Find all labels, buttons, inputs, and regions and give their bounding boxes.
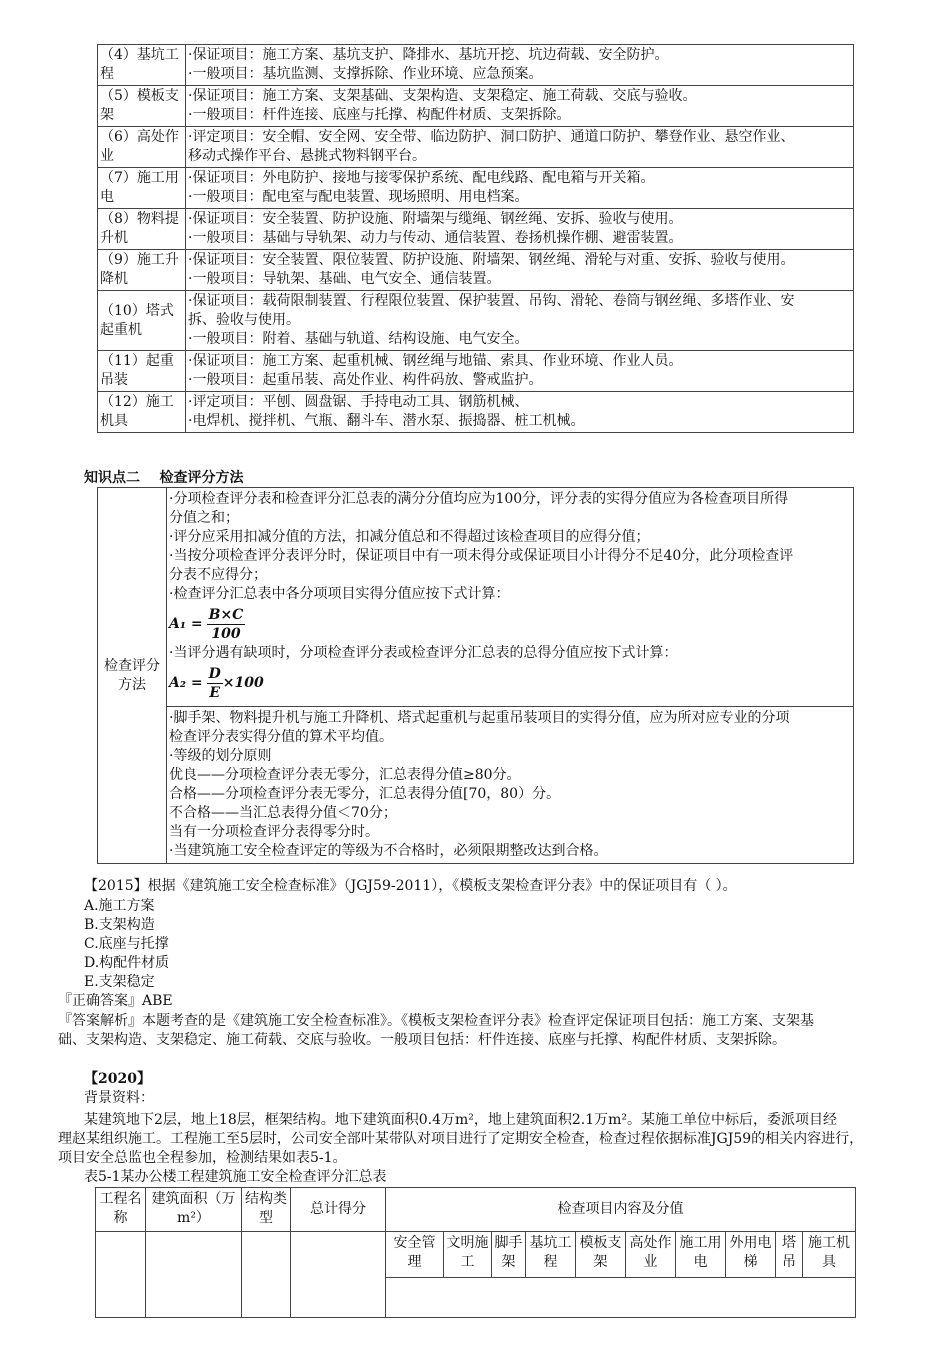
row-label: （12）施工机具 (98, 392, 186, 433)
content-line: ·一般项目：杆件连接、底座与托撑、构配件材质、支架拆除。 (188, 107, 571, 123)
row-label: （9）施工升降机 (98, 250, 186, 291)
content-line: ·一般项目：基础与导轨架、动力与传动、通信装置、卷扬机操作棚、避雷装置。 (188, 230, 683, 246)
safety-score-summary-table (95, 1187, 856, 1318)
scoring-rules-block (167, 488, 854, 707)
table-row (98, 291, 854, 351)
scoring-method-table (97, 487, 854, 864)
inspection-items-table (97, 44, 854, 433)
content-line: ·保证项目：载荷限制装置、行程限位装置、保护装置、吊钩、滑轮、卷筒与钢丝绳、多塔作业、安 (188, 293, 795, 309)
item-header: 施工机具 (803, 1232, 856, 1278)
rule-line: 合格——分项检查评分表无零分，汇总表得分值[70，80）分。 (169, 786, 561, 802)
row-label: （10）塔式起重机 (98, 291, 186, 351)
header-total-score: 总计得分 (291, 1188, 386, 1232)
row-content (186, 392, 854, 433)
content-line: ·保证项目：安全装置、限位装置、防护设施、附墙架、钢丝绳、滑轮与对重、安拆、验收与使用。 (188, 252, 795, 268)
numerator: B×C (208, 606, 244, 623)
answer-analysis: 『答案解析』本题考查的是《建筑施工安全检查标准》。《模板支架检查评分表》检查评定保证项目包括：施工方案、支架基 (58, 1013, 814, 1029)
content-line: ·评定项目：平刨、圆盘锯、手持电动工具、钢筋机械、 (188, 394, 529, 410)
content-line: ·一般项目：起重吊装、高处作业、构件码放、警戒监护。 (188, 372, 543, 388)
content-line: ·一般项目：基坑监测、支撑拆除、作业环境、应急预案。 (188, 66, 543, 82)
rule-line: 检查评分表实得分值的算术平均值。 (169, 729, 393, 745)
row-label: （11）起重吊装 (98, 351, 186, 392)
item-header: 塔吊 (776, 1232, 803, 1278)
row-label: （6）高处作业 (98, 127, 186, 168)
rule-line: ·当建筑施工安全检查评定的等级为不合格时，必须限期整改达到合格。 (169, 843, 608, 859)
table-row (98, 250, 854, 291)
rule-line: ·检查评分汇总表中各分项项目实得分值应按下式计算： (169, 586, 510, 602)
table-row (98, 392, 854, 433)
rule-line: ·分项检查评分表和检查评分汇总表的满分分值均应为100分，评分表的实得分值应为各检查项目所得 (169, 491, 789, 507)
item-header: 高处作业 (626, 1232, 676, 1278)
item-header: 脚手架 (492, 1232, 526, 1278)
fraction (207, 606, 246, 643)
header-check-items: 检查项目内容及分值 (386, 1188, 856, 1232)
formula-tail: ×100 (222, 674, 264, 691)
table-row (98, 488, 854, 707)
row-label: 检查评分方法 (98, 488, 167, 864)
fraction (207, 665, 223, 702)
option-b: B.支架构造 (84, 917, 155, 933)
rule-line: ·等级的划分原则 (169, 748, 272, 764)
answer-analysis: 础、支架构造、支架稳定、施工荷载、交底与验收。一般项目包括：杆件连接、底座与托撑、构配件材质、支架拆除。 (58, 1032, 786, 1048)
row-content (186, 291, 854, 351)
content-line: ·一般项目：配电室与配电装置、现场照明、用电档案。 (188, 189, 529, 205)
content-line: ·保证项目：施工方案、基坑支护、降排水、基坑开挖、坑边荷载、安全防护。 (188, 47, 669, 63)
formula-a2 (169, 663, 851, 703)
rule-line: ·当评分遇有缺项时，分项检查评分表或检查评分汇总表的总得分值应按下式计算： (169, 645, 678, 661)
header-row (96, 1232, 856, 1278)
case-paragraph: 某建筑地下2层，地上18层，框架结构。地下建筑面积0.4万m²，地上建筑面积2.1万m²。某施工单位中标后，委派项目经 (84, 1112, 838, 1128)
question-stem: 【2015】根据《建筑施工安全检查标准》（JGJ59-2011），《模板支架检查评分表》中的保证项目有（ ）。 (84, 878, 737, 894)
empty-cell (386, 1278, 856, 1318)
table-row (98, 45, 854, 86)
content-line: ·保证项目：施工方案、起重机械、钢丝绳与地锚、索具、作业环境、作业人员。 (188, 353, 683, 369)
rule-line: 分值之和； (169, 510, 239, 526)
header-building-area: 建筑面积（万m²） (146, 1188, 242, 1232)
rule-line: 优良——分项检查评分表无零分，汇总表得分值≥80分。 (169, 767, 521, 783)
content-line: ·保证项目：安全装置、防护设施、附墙架与缆绳、钢丝绳、安拆、验收与使用。 (188, 211, 683, 227)
rule-line: ·当按分项检查评分表评分时，保证项目中有一项未得分或保证项目小计得分不足40分，此分项检查评 (169, 548, 794, 564)
option-d: D.构配件材质 (84, 955, 170, 971)
item-header: 模板支架 (576, 1232, 626, 1278)
row-content (186, 250, 854, 291)
table-row (98, 707, 854, 864)
correct-answer: 『正确答案』ABE (58, 993, 173, 1009)
row-content (186, 45, 854, 86)
item-header: 文明施工 (444, 1232, 492, 1278)
rule-line: ·评分应采用扣减分值的方法，扣减分值总和不得超过该检查项目的应得分值； (169, 529, 650, 545)
content-line: ·保证项目：施工方案、支架基础、支架构造、支架稳定、施工荷载、交底与验收。 (188, 88, 697, 104)
formula-a1 (169, 604, 851, 644)
background-label: 背景资料： (84, 1090, 154, 1106)
content-line: 拆、验收与使用。 (188, 312, 300, 328)
rule-line: 不合格——当汇总表得分值＜70分； (169, 805, 397, 821)
denominator: 100 (211, 625, 241, 642)
empty-cell (96, 1232, 146, 1318)
content-line: ·一般项目：附着、基础与轨道、结构设施、电气安全。 (188, 331, 529, 347)
denominator: E (209, 684, 221, 701)
table-row (98, 127, 854, 168)
content-line: ·保证项目：外电防护、接地与接零保护系统、配电线路、配电箱与开关箱。 (188, 170, 655, 186)
section-title: 知识点二 检查评分方法 (84, 470, 244, 486)
row-content (186, 86, 854, 127)
row-label: （5）模板支架 (98, 86, 186, 127)
option-e: E.支架稳定 (84, 974, 155, 990)
header-project-name: 工程名称 (96, 1188, 146, 1232)
row-content (186, 168, 854, 209)
table-row (98, 351, 854, 392)
row-label: （4）基坑工程 (98, 45, 186, 86)
row-content (186, 209, 854, 250)
rule-line: 当有一分项检查评分表得零分时。 (169, 824, 379, 840)
formula-lhs: A₂ = (169, 674, 203, 691)
row-label: （7）施工用电 (98, 168, 186, 209)
item-header: 施工用电 (676, 1232, 726, 1278)
option-a: A.施工方案 (84, 898, 155, 914)
option-c: C.底座与托撑 (84, 936, 169, 952)
empty-cell (146, 1232, 242, 1318)
content-line: ·一般项目：导轨架、基础、电气安全、通信装置。 (188, 271, 501, 287)
grading-rules-block (167, 707, 854, 864)
empty-cell (291, 1232, 386, 1318)
item-header: 基坑工程 (526, 1232, 576, 1278)
case-paragraph: 项目安全总监也全程参加，检测结果如表5-1。 (58, 1150, 347, 1166)
content-line: ·评定项目：安全帽、安全网、安全带、临边防护、洞口防护、通道口防护、攀登作业、悬空作业、 (188, 129, 795, 145)
case-paragraph: 理赵某组织施工。工程施工至5层时，公司安全部叶某带队对项目进行了定期安全检查，检查过程依据标准JGJ59的相关内容进行， (58, 1131, 864, 1147)
item-header: 外用电梯 (726, 1232, 776, 1278)
table-row (98, 168, 854, 209)
header-structure-type: 结构类型 (242, 1188, 291, 1232)
formula-lhs: A₁ = (169, 615, 203, 632)
content-line: ·电焊机、搅拌机、气瓶、翻斗车、潜水泵、振捣器、桩工机械。 (188, 413, 585, 429)
row-content (186, 351, 854, 392)
numerator: D (208, 665, 221, 682)
rule-line: ·脚手架、物料提升机与施工升降机、塔式起重机与起重吊装项目的实得分值，应为所对应专业的分项 (169, 710, 790, 726)
row-label: （8）物料提升机 (98, 209, 186, 250)
table-caption: 表5-1某办公楼工程建筑施工安全检查评分汇总表 (84, 1169, 387, 1185)
rule-line: 分表不应得分； (169, 567, 267, 583)
content-line: 移动式操作平台、悬挑式物料钢平台。 (188, 148, 426, 164)
empty-cell (242, 1232, 291, 1318)
row-content (186, 127, 854, 168)
table-row (98, 86, 854, 127)
table-row (98, 209, 854, 250)
case-year: 【2020】 (84, 1071, 151, 1087)
header-row (96, 1188, 856, 1232)
item-header: 安全管理 (386, 1232, 444, 1278)
